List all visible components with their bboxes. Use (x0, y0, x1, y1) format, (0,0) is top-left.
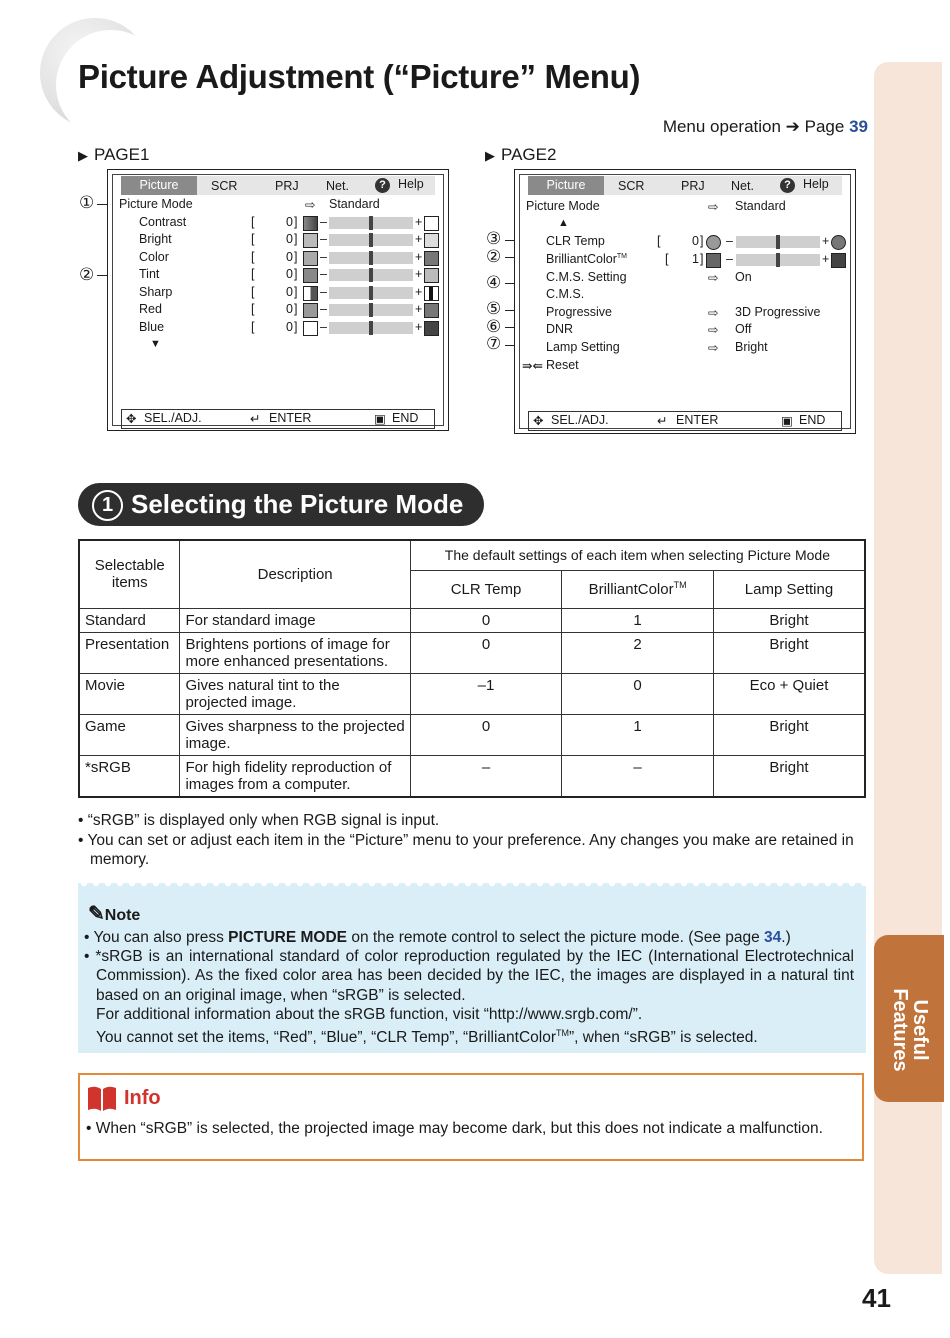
cms-setting-value[interactable]: On (735, 270, 752, 284)
list-item: • You can also press PICTURE MODE on the remote control to select the picture mode. (See page 34.) (84, 929, 791, 946)
contrast-value: 0 (286, 215, 293, 229)
scroll-up-icon[interactable]: ▲ (558, 217, 569, 229)
brilliantcolor-high-icon (831, 253, 846, 268)
menu-end-icon: ▣ (374, 412, 386, 426)
enter-icon: ↵ (250, 412, 261, 426)
arrow-right-icon: ⇨ (305, 198, 316, 212)
page2-label: ▶ PAGE2 (485, 145, 557, 164)
item-contrast[interactable]: Contrast (139, 215, 187, 229)
tab-picture[interactable]: Picture (121, 176, 197, 195)
color-value: 0 (286, 250, 293, 264)
footer-end: END (392, 411, 419, 425)
menu-operation-reference: Menu operation ➔ Page 39 (662, 117, 868, 136)
clr-temp-value: 0 (692, 234, 699, 248)
tab-scr[interactable]: SCR (211, 179, 238, 193)
table-row: *sRGB For high fidelity reproduction of images from a computer. – – Bright (79, 755, 865, 797)
picture-mode-label: Picture Mode (526, 199, 600, 213)
pencil-icon: ✎ (88, 903, 105, 925)
blue-high-icon (424, 321, 439, 336)
item-cms[interactable]: C.M.S. (546, 287, 585, 301)
bright-low-icon (303, 233, 318, 248)
contrast-slider[interactable] (329, 217, 413, 229)
arrow-right-icon: ⇨ (708, 323, 719, 337)
tab-prj[interactable]: PRJ (681, 179, 705, 193)
brilliantcolor-slider[interactable] (736, 254, 820, 266)
tab-prj[interactable]: PRJ (275, 179, 299, 193)
list-item: • *sRGB is an international standard of color reproduction regulated by the IEC (International Electrotechnical Commission). As the fixed color area has been decided by the IEC, the images are displayed in a natural tint based on an original image, when “sRGB” is selected. (84, 948, 854, 1004)
section-heading (78, 483, 484, 526)
tint-value: 0 (286, 267, 293, 281)
item-clr-temp[interactable]: CLR Temp (546, 234, 605, 248)
blue-slider[interactable] (329, 322, 413, 334)
item-lamp-setting[interactable]: Lamp Setting (546, 340, 620, 354)
table-row: Movie Gives natural tint to the projected image. –1 0 Eco + Quiet (79, 673, 865, 714)
clr-temp-high-icon (831, 235, 846, 250)
color-low-icon (303, 251, 318, 266)
clr-temp-slider[interactable] (736, 236, 820, 248)
help-icon: ? (375, 178, 390, 193)
callout-6: ⑥ (486, 317, 502, 336)
note-dotted-edge (78, 883, 866, 891)
callout-2b: ② (486, 247, 502, 266)
side-tab-label: Useful Features (889, 988, 931, 1072)
tint-low-icon (303, 268, 318, 283)
tab-net[interactable]: Net. (731, 179, 754, 193)
page-number: 41 (862, 1283, 891, 1313)
note-box (78, 883, 866, 1053)
clr-temp-low-icon (706, 235, 721, 250)
info-body (86, 1119, 851, 1139)
osd-tab-bar (121, 176, 435, 195)
tab-net[interactable]: Net. (326, 179, 349, 193)
item-red[interactable]: Red (139, 302, 162, 316)
item-sharp[interactable]: Sharp (139, 285, 173, 299)
callout-7: ⑦ (486, 334, 502, 353)
header-brilliantcolor: BrilliantColor™ (562, 570, 714, 608)
table-row: Presentation Brightens portions of image for more enhanced presentations. 0 2 Bright (79, 632, 865, 673)
info-title: Info (124, 1087, 161, 1109)
osd-frame: Picture SCR PRJ Net. ? Help Picture Mode ⇨ Standard ▲ CLR Temp [ 0 ] – + BrilliantColor™ [ 1 ] – + C.M.S. Setting ⇨ On C.M.S. Progressive ⇨ 3D Progressive DNR ⇨ Off Lamp Setting ⇨ Bright ⇛⇚ Reset ✥ SEL./ADJ. ↵ ENTER ▣ END (519, 174, 851, 429)
enter-icon: ↵ (657, 414, 668, 428)
lamp-setting-value[interactable]: Bright (735, 340, 768, 354)
item-color[interactable]: Color (139, 250, 169, 264)
header-defaults: The default settings of each item when selecting Picture Mode (410, 540, 865, 570)
footer-sel-adj: SEL./ADJ. (144, 411, 202, 425)
progressive-value[interactable]: 3D Progressive (735, 305, 821, 319)
tab-help[interactable]: ? Help (375, 177, 424, 193)
info-box (78, 1073, 864, 1161)
header-clr-temp: CLR Temp (410, 570, 561, 608)
tab-scr[interactable]: SCR (618, 179, 645, 193)
dnr-value[interactable]: Off (735, 322, 752, 336)
tint-high-icon (424, 268, 439, 283)
page1-label: ▶ PAGE1 (78, 145, 150, 164)
red-high-icon (424, 303, 439, 318)
item-bright[interactable]: Bright (139, 232, 172, 246)
item-reset[interactable]: Reset (546, 358, 579, 372)
osd-tab-bar (528, 176, 842, 195)
osd-footer (528, 411, 842, 431)
header-lamp-setting: Lamp Setting (713, 570, 865, 608)
color-slider[interactable] (329, 252, 413, 264)
arrow-right-icon: ⇨ (708, 200, 719, 214)
callout-5: ⑤ (486, 299, 502, 318)
callout-1: ① (79, 193, 95, 212)
osd-page1 (107, 169, 449, 431)
red-low-icon (303, 303, 318, 318)
table-row: Standard For standard image 0 1 Bright (79, 608, 865, 632)
callout-4: ④ (486, 273, 502, 292)
item-brilliantcolor[interactable]: BrilliantColor™ (546, 252, 627, 266)
tab-help[interactable]: ? Help (780, 177, 829, 193)
list-item-continued: You cannot set the items, “Red”, “Blue”, “CLR Temp”, “BrilliantColor™”, when “sRGB” is selected. (96, 1028, 758, 1047)
picture-mode-value[interactable]: Standard (329, 197, 380, 211)
page-link[interactable]: 34 (764, 929, 782, 946)
menu-end-icon: ▣ (781, 414, 793, 428)
callout-3: ③ (486, 229, 502, 248)
note-title: ✎Note (88, 903, 141, 925)
bright-high-icon (424, 233, 439, 248)
list-item: • When “sRGB” is selected, the projected image may become dark, but this does not indicate a malfunction. (86, 1120, 823, 1137)
callout-2: ② (79, 265, 95, 284)
picture-mode-table (78, 539, 866, 798)
scroll-down-icon[interactable]: ▼ (150, 338, 161, 350)
footer-sel-adj: SEL./ADJ. (551, 413, 609, 427)
red-value: 0 (286, 302, 293, 316)
item-cms-setting[interactable]: C.M.S. Setting (546, 270, 627, 284)
triangle-right-icon: ▶ (78, 148, 88, 163)
color-high-icon (424, 251, 439, 266)
sharp-high-icon (424, 286, 439, 301)
sharp-low-icon (303, 286, 318, 301)
item-dnr[interactable]: DNR (546, 322, 574, 336)
triangle-right-icon: ▶ (485, 148, 495, 163)
footer-enter: ENTER (269, 411, 312, 425)
osd-footer (121, 409, 435, 429)
brilliantcolor-low-icon (706, 253, 721, 268)
sharp-slider[interactable] (329, 287, 413, 299)
picture-mode-label: Picture Mode (119, 197, 193, 211)
select-adjust-icon: ✥ (533, 414, 544, 428)
section-title: Selecting the Picture Mode (131, 489, 464, 519)
osd-frame: Picture SCR PRJ Net. ? Help Picture Mode ⇨ Standard Contrast Bright Color Tint Sharp Red Blue [ [ [ [ [ [ [ 0 0 0 0 0 0 0 ] ] ] ] ] ] ] – – – – – – – + + + + + + + ▼ ✥ SEL./ADJ. ↵ ENTER ▣ END (112, 174, 444, 426)
header-selectable-items: Selectable items (79, 540, 180, 608)
item-blue[interactable]: Blue (139, 320, 165, 334)
contrast-low-icon (303, 216, 318, 231)
footer-enter: ENTER (676, 413, 719, 427)
arrow-right-icon: ⇨ (708, 306, 719, 320)
list-item: • You can set or adjust each item in the “Picture” menu to your preference. Any changes you make are retained in memory. (78, 831, 854, 868)
select-adjust-icon: ✥ (126, 412, 137, 426)
tab-picture[interactable]: Picture (528, 176, 604, 195)
page-title: Picture Adjustment (“Picture” Menu) (78, 58, 641, 95)
section-number: 1 (92, 490, 123, 521)
table-row: Game Gives sharpness to the projected image. 0 1 Bright (79, 714, 865, 755)
menu-operation-page-link[interactable]: 39 (849, 117, 868, 136)
help-icon: ? (780, 178, 795, 193)
picture-mode-value[interactable]: Standard (735, 199, 786, 213)
osd-page2 (514, 169, 856, 434)
footer-end: END (799, 413, 826, 427)
list-item-continued: For additional information about the sRGB function, visit “http://www.srgb.com/”. (96, 1005, 643, 1023)
reset-icon: ⇛⇚ (522, 359, 543, 373)
note-body (84, 928, 854, 1047)
blue-value: 0 (286, 320, 293, 334)
blue-low-icon (303, 321, 318, 336)
arrow-right-icon: ⇨ (708, 341, 719, 355)
red-slider[interactable] (329, 304, 413, 316)
item-tint[interactable]: Tint (139, 267, 160, 281)
book-icon (86, 1085, 118, 1113)
list-item: • “sRGB” is displayed only when RGB signal is input. (78, 812, 440, 829)
contrast-high-icon (424, 216, 439, 231)
tint-slider[interactable] (329, 269, 413, 281)
notes-list (78, 811, 863, 870)
arrow-right-icon: ⇨ (708, 271, 719, 285)
sharp-value: 0 (286, 285, 293, 299)
bright-slider[interactable] (329, 234, 413, 246)
item-progressive[interactable]: Progressive (546, 305, 612, 319)
brilliantcolor-value: 1 (692, 252, 699, 266)
bright-value: 0 (286, 232, 293, 246)
header-description: Description (180, 540, 410, 608)
